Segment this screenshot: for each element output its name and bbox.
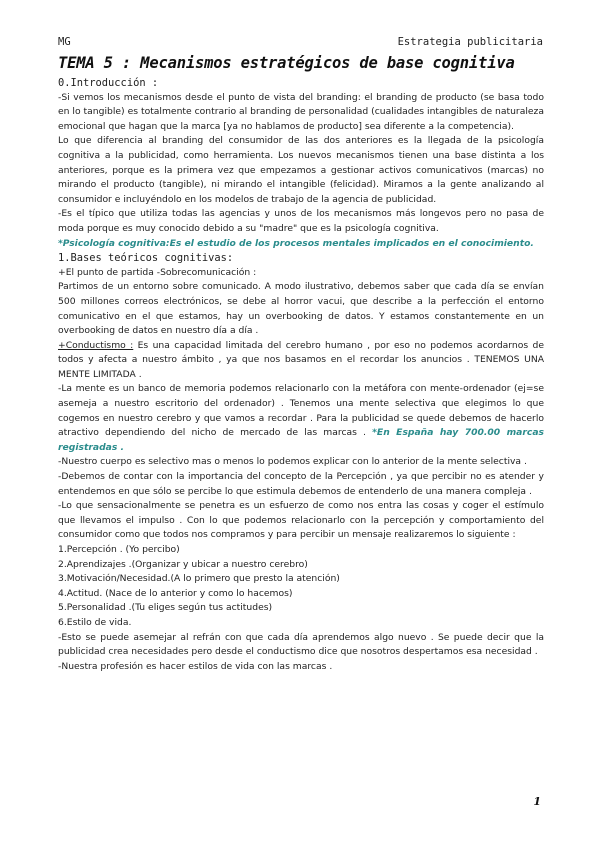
paragraph-profession: -Nuestra profesión es hacer estilos de vida con las marcas . [58,660,333,672]
definition-cognitive-psychology: *Psicología cognitiva:Es el estudio de los procesos mentales implicados en el conocimiento. [58,237,534,249]
document-body [58,76,544,674]
paragraph-memory-bank [58,382,544,455]
paragraph-consumer-branding: Lo que diferencia al branding del consumidor de las dos anteriores es la llegada de la psicología cognitiva a la publicidad, como herramienta. Los nuevos mecanismos tienen una base distinta a los anteriores, porque es la primera vez que empezamos a gestionar activos comunicativos (marcas) no mirando el producto (tangible), ni mirando el intangible (felicidad). Miramos a la gente analizando al consumidor e incluyéndolo en los modelos de trabajo de la agencia de publicidad. [58,135,544,205]
behaviorism-label: +Conductismo : [58,339,134,351]
paragraph-overcommunication: Partimos de un entorno sobre comunicado. A modo ilustrativo, debemos saber que cada día se envían 500 millones correos electrónicos, se debe al horror vacui, que describe a la perfección el entorno comunicativo en el que estamos, hay un overbooking de datos. Y estamos constantemente en un overbooking de datos en nuestro día a día . [58,281,544,337]
header-initials: MG [58,36,71,48]
list-item: 3.Motivación/Necesidad.(A lo primero que presto la atención) [58,573,340,585]
list-item: 4.Actitud. (Nace de lo anterior y como lo hacemos) [58,587,293,599]
list-item: 6.Estilo de vida. [58,616,132,628]
brands-spain-highlight: *En España hay 700.00 marcas registradas . [58,427,544,453]
paragraph-behaviorism [58,339,544,383]
paragraph-starting-point: +El punto de partida -Sobrecomunicación : [58,266,257,278]
header-subject: Estrategia publicitaria [397,36,543,48]
paragraph-selective-body: -Nuestro cuerpo es selectivo mas o menos lo podemos explicar con lo anterior de la mente selectiva . [58,456,527,468]
behaviorism-text: Es una capacidad limitada del cerebro humano , por eso no podemos acordarnos de todos y afecta a nuestro ámbito , ya que nos basamos en el recordar los anuncios . TENEMOS UNA MENTE LIMITADA . [58,339,544,380]
paragraph-saying: -Esto se puede asemejar al refrán con que cada día aprendemos algo nuevo . Se puede decir que la publicidad crea necesidades pero desde el conductismo dice que nosotros despertamos esa necesidad . [58,631,544,658]
document-title: TEMA 5 : Mecanismos estratégicos de base cognitiva [58,54,515,72]
paragraph-stimulus: -Lo que sensacionalmente se penetra es un esfuerzo de como nos entra las cosas y coger el estímulo que llevamos el impulso . Con lo que podemos relacionarlo con la percepción y comportamiento del consumidor como que todos nos compramos y para percibir un mensaje realizaremos lo siguiente : [58,500,544,541]
page-number: 1 [533,795,541,808]
section-heading-intro: 0.Introducción : [58,77,159,89]
paragraph-agencies: -Es el típico que utiliza todas las agencias y unos de los mecanismos más longevos pero no pasa de moda porque es muy conocido debido a su "madre" que es la psicología cognitiva. [58,208,544,234]
memory-bank-text: -La mente es un banco de memoria podemos relacionarlo con la metáfora con mente-ordenador (ej=se asemeja a nuestro escritorio del ordenador) . Tenemos una mente selectiva que elegimos lo que cogemos en nuestro cerebro y que vamos a recordar . Para la publicidad se quede debemos de hacerlo atractivo dependiendo del nicho de mercado de las marcas . [58,383,544,439]
paragraph-branding: -Si vemos los mecanismos desde el punto de vista del branding: el branding de producto (se basa todo en lo tangible) es totalmente contrario al branding de personalidad (cualidades intangibles de naturaleza emocional que hagan que la marca [ya no hablamos de producto] sea diferente a la competencia). [58,91,544,132]
list-item: 2.Aprendizajes .(Organizar y ubicar a nuestro cerebro) [58,558,308,570]
paragraph-perception: -Debemos de contar con la importancia del concepto de la Percepción , ya que percibir no es atender y entendemos en que sólo se percibe lo que estimula debemos de entenderlo de una manera compleja . [58,471,544,497]
list-item: 1.Percepción . (Yo percibo) [58,544,180,555]
section-heading-bases: 1.Bases teóricos cognitivas: [58,252,234,265]
list-item: 5.Personalidad .(Tu eliges según tus actitudes) [58,602,273,614]
